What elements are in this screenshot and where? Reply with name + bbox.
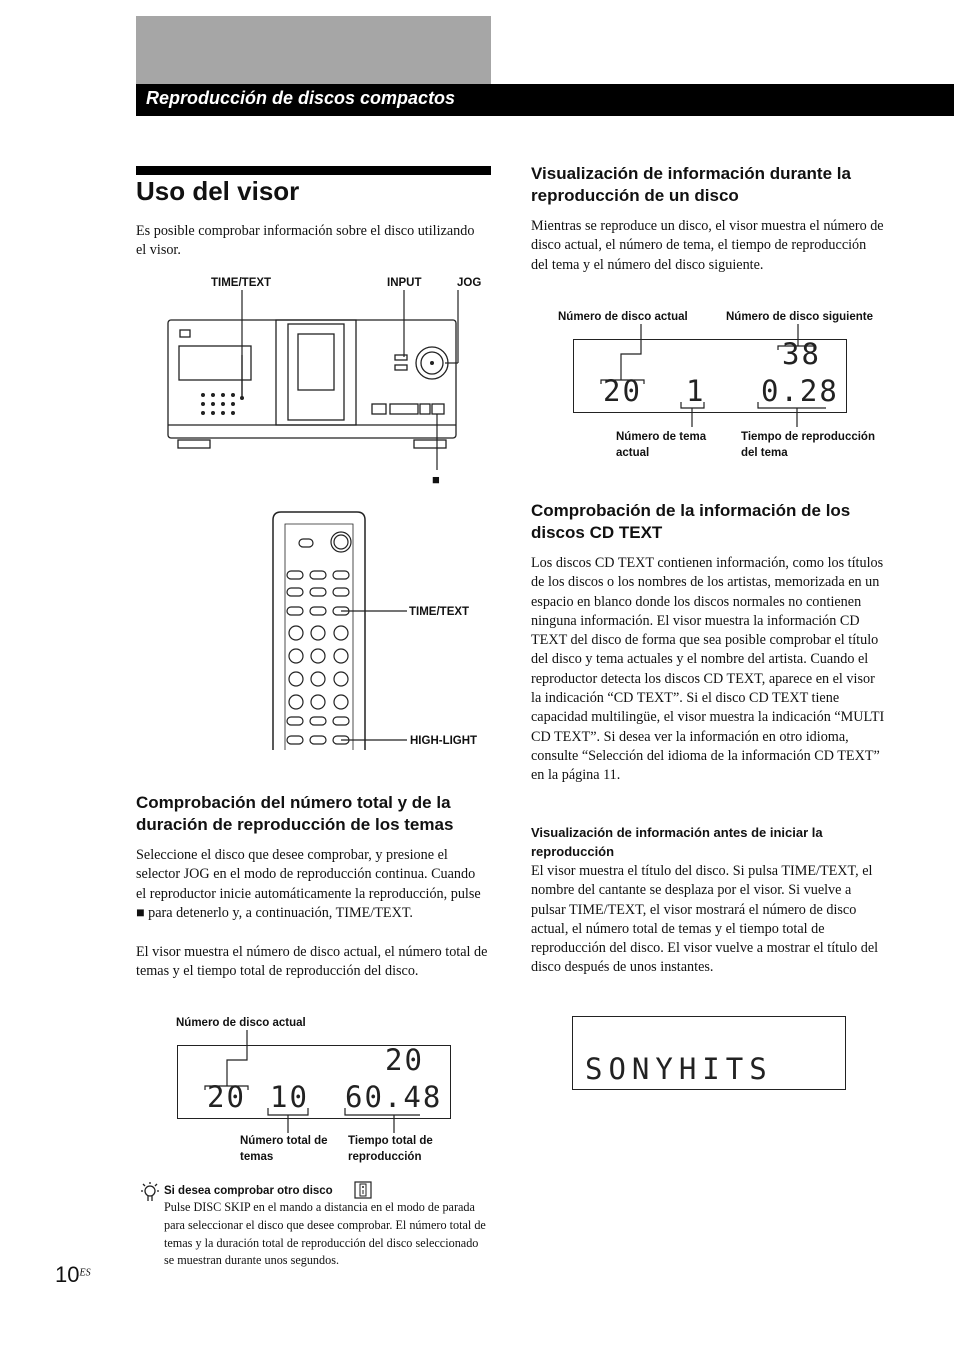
player-label-jog: JOG xyxy=(457,277,482,289)
page-number xyxy=(55,1262,91,1288)
display2-next-value: 38 xyxy=(782,337,821,371)
remote-label-time-text: TIME/TEXT xyxy=(409,606,470,618)
intro-text: Es posible comprobar información sobre el disco utilizando el visor. xyxy=(136,223,475,259)
section-title: Reproducción de discos compactos xyxy=(146,88,456,108)
display2-track-value: 1 xyxy=(686,374,706,408)
remote-control-illustration xyxy=(265,508,410,750)
player-label-stop: ■ xyxy=(432,472,440,487)
display1-top-value: 20 xyxy=(385,1043,424,1077)
tip-title: Si desea comprobar otro disco xyxy=(164,1185,333,1197)
sub3-heading: Comprobación de la información de los discos CD TEXT xyxy=(531,501,851,542)
sub1-paragraph-1: Seleccione el disco que desee comprobar, y presione el selector JOG en el modo de reproducción continua. Cuando el reproductor inicie automáticamente la reproducción, pulse ■ para detenerlo y, a continuación, TIME/TEXT. xyxy=(136,847,481,921)
page-title: Uso del visor xyxy=(136,176,300,206)
lightbulb-icon xyxy=(139,1181,161,1203)
sub1-heading: Comprobación del número total y de la duración de reproducción de los temas xyxy=(136,793,454,834)
sub1-paragraph-2: El visor muestra el número de disco actual, el número total de temas y el tiempo total de reproducción del disco. xyxy=(136,944,488,980)
display1-time-value: 60.48 xyxy=(345,1080,443,1114)
header-tab xyxy=(136,16,491,84)
display2-callouts xyxy=(596,324,826,434)
display1-callouts xyxy=(200,1030,420,1140)
display1-disc-value: 20 xyxy=(207,1080,246,1114)
title-rule xyxy=(136,166,491,175)
cd-player-illustration xyxy=(160,290,480,480)
display1-tracks-value: 10 xyxy=(270,1080,309,1114)
display1-label-tracks: Número total de temas xyxy=(240,1135,328,1163)
sub4-heading: Visualización de información antes de iniciar la reproducción xyxy=(531,825,823,859)
tip-text: Pulse DISC SKIP en el mando a distancia en el modo de parada para seleccionar el disco que desee comprobar. El número total de temas y la duración total de reproducción del disco seleccionado se muestran durante unos segundos. xyxy=(164,1200,486,1268)
remote-label-high-light: HIGH-LIGHT xyxy=(410,735,478,747)
display1-label-disc: Número de disco actual xyxy=(176,1017,306,1029)
sub2-heading: Visualización de información durante la reproducción de un disco xyxy=(531,164,851,205)
remote-control-icon xyxy=(354,1181,372,1199)
display2-label-track: Número de tema actual xyxy=(616,431,707,459)
display2-label-next: Número de disco siguiente xyxy=(726,311,873,323)
sub3-text: Los discos CD TEXT contienen información, como los títulos de los discos o los nombres de los artistas, memorizada en un espacio en blanco donde los discos normales no contienen ninguna información. El visor muestra la información CD TEXT del disco de forma que sea posible comprobar el título del disco y tema actuales y el nombre del artista. Cuando el reproductor detecta los discos CD TEXT, aparece en el visor la indicación “CD TEXT”. Si el disco CD TEXT tiene capacidad multilingüe, el visor muestra la indicación “MULTI CD TEXT”. Si desea ver la información en otro idioma, consulte “Selección del idioma de la información CD TEXT” en la página 11. xyxy=(531,555,885,784)
display3-text: SONYHITS xyxy=(585,1052,773,1086)
sub4-text: El visor muestra el título del disco. Si pulsa TIME/TEXT, el nombre del cantante se desplaza por el visor. Si vuelve a pulsar TIME/TEXT, el visor mostrará el número de disco actual, el número total de temas y el tiempo total de reproducción del disco. El visor vuelve a mostrar el título del disco después de unos instantes. xyxy=(531,863,879,976)
display2-time-value: 0.28 xyxy=(761,374,839,408)
display1-label-time: Tiempo total de reproducción xyxy=(348,1135,433,1163)
page-number-suffix: ES xyxy=(79,1267,91,1279)
display2-disc-value: 20 xyxy=(603,374,642,408)
display2-label-disc: Número de disco actual xyxy=(558,311,688,323)
display2-label-time: Tiempo de reproducción del tema xyxy=(741,431,875,459)
player-label-time-text: TIME/TEXT xyxy=(211,277,272,289)
sub2-text: Mientras se reproduce un disco, el visor muestra el número de disco actual, el número de tema, el tiempo de reproducción del tema y el número del disco siguiente. xyxy=(531,218,884,273)
player-label-input: INPUT xyxy=(387,277,422,289)
page-number-value: 10 xyxy=(55,1262,80,1287)
